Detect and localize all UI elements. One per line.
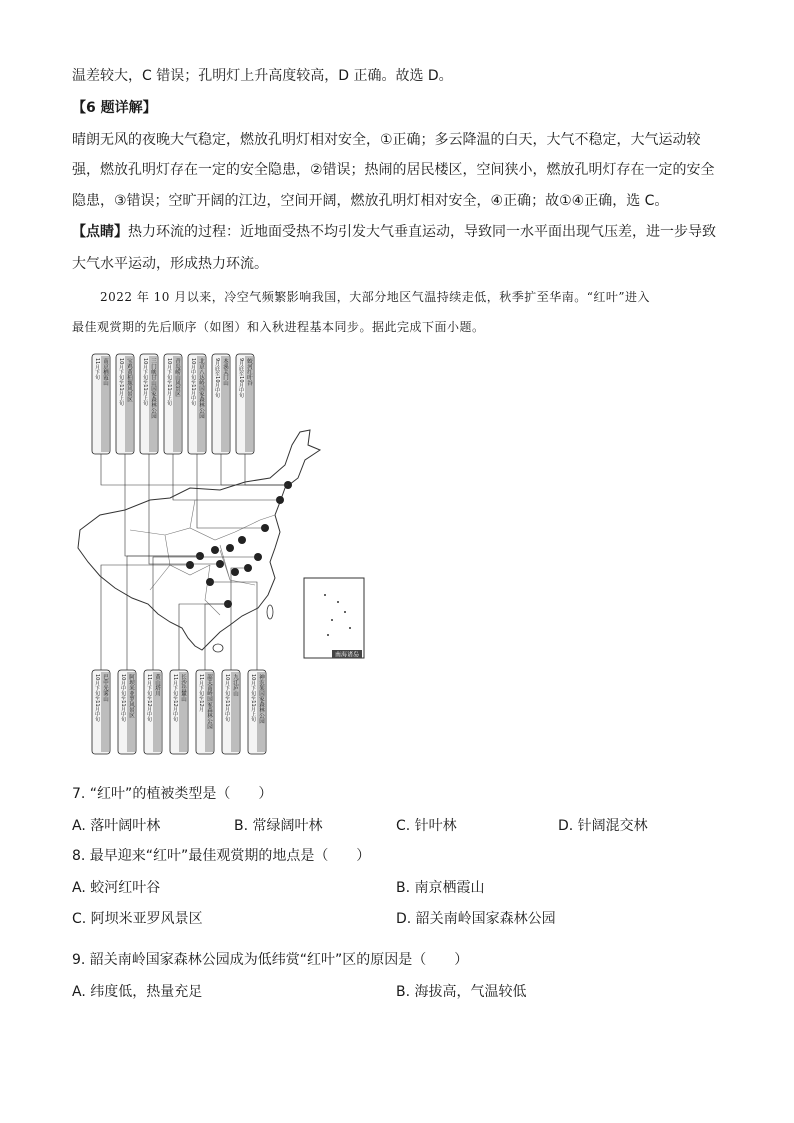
explanation-line: 强，燃放孔明灯存在一定的安全隐患，②错误；热闹的居民楼区，空间狭小，燃放孔明灯存在一定的安全 <box>72 162 715 178</box>
explanation-line: 温差较大，C 错误；孔明灯上升高度较高，D 正确。故选 D。 <box>72 68 453 84</box>
q7-option-d[interactable]: D. 针阔混交林 <box>558 818 648 834</box>
question-8-stem: 8. 最早迎来“红叶”最佳观赏期的地点是（ ） <box>72 848 371 864</box>
intro-line: 2022 年 10 月以来，冷空气频繁影响我国，大部分地区气温持续走低，秋季扩至华南。“红叶”进入 <box>100 290 651 304</box>
tag-date: 10月下旬至11月上旬 <box>250 674 256 722</box>
q7-option-b[interactable]: B. 常绿阔叶林 <box>234 818 323 834</box>
tag-place: 三门峡甘山国家森林公园 <box>150 358 156 419</box>
tag-date: 9月底至10月中旬 <box>214 358 220 398</box>
tag-date: 11月下旬至12月中旬 <box>172 674 178 722</box>
tag-date: 10月中旬至11月中旬 <box>190 358 196 406</box>
question-9-stem: 9. 韶关南岭国家森林公园成为低纬赏“红叶”区的原因是（ ） <box>72 952 469 968</box>
map-tag <box>236 354 288 485</box>
tag-place: 九江庐山 <box>232 674 238 696</box>
china-outline <box>78 430 320 650</box>
tag-place: 青岛崂山风景区 <box>174 358 180 397</box>
explanation-line: 晴朗无风的夜晚大气稳定，燃放孔明灯相对安全，①正确；多云降温的白天，大气不稳定，大气运动较 <box>72 132 701 148</box>
inset-label: 南海诸岛 <box>334 651 360 659</box>
q6-detail-header: 【6 题详解】 <box>72 100 157 116</box>
tag-date: 10月下旬至11月上旬 <box>142 358 148 406</box>
tag-place: 宝鸡黄柏塬风景区 <box>126 358 132 402</box>
intro-line: 最佳观赏期的先后顺序（如图）和入秋进程基本同步。据此完成下面小题。 <box>72 320 485 334</box>
tag-place: 北京八达岭国家森林公园 <box>198 358 204 419</box>
red-leaf-map-figure <box>70 350 370 760</box>
tag-date: 10月下旬至11月上旬 <box>166 358 172 406</box>
q8-option-c[interactable]: C. 阿坝米亚罗风景区 <box>72 911 203 927</box>
tag-date: 9月底至10月中旬 <box>238 358 244 398</box>
leaf-icon <box>231 568 239 576</box>
tag-place: 神农架国家森林公园 <box>258 674 264 724</box>
q8-option-d[interactable]: D. 韶关南岭国家森林公园 <box>396 911 556 927</box>
tag-place: 巴中光雾山 <box>102 674 108 702</box>
explanation-line: 隐患，③错误；空旷开阔的江边，空间开阔，燃放孔明灯相对安全，④正确；故①④正确，选 C。 <box>72 193 669 209</box>
question-7-stem: 7. “红叶”的植被类型是（ ） <box>72 786 273 802</box>
tag-date: 11月下旬至12月中旬 <box>146 674 152 722</box>
q8-option-b[interactable]: B. 南京栖霞山 <box>396 880 485 896</box>
tag-date: 10月下旬至11月上旬 <box>118 358 124 406</box>
tip-line <box>72 222 716 242</box>
tip-line: 大气水平运动，形成热力环流。 <box>72 256 268 272</box>
leaf-icon <box>211 546 219 554</box>
tag-date: 10月下旬至11月中旬 <box>94 674 100 722</box>
tag-place: 韶关南岭国家森林公园 <box>206 674 212 729</box>
tag-place: 黄山塔川 <box>154 674 160 696</box>
tag-place: 阿坝米亚罗风景区 <box>128 674 134 718</box>
q7-option-a[interactable]: A. 落叶阔叶林 <box>72 818 161 834</box>
tag-date: 10月中旬至11月中旬 <box>120 674 126 722</box>
tag-date: 10月下旬至11月中旬 <box>224 674 230 722</box>
q9-option-a[interactable]: A. 纬度低，热量充足 <box>72 984 203 1000</box>
hainan-island <box>213 644 223 652</box>
tip-text: 热力环流的过程：近地面受热不均引发大气垂直运动，导致同一水平面出现气压差，进一步导致 <box>128 224 716 240</box>
taiwan-island <box>267 605 273 619</box>
tip-label: 【点睛】 <box>72 224 128 240</box>
tag-date: 11月下旬至12月 <box>198 674 204 712</box>
q8-option-a[interactable]: A. 蛟河红叶谷 <box>72 880 161 896</box>
q9-option-b[interactable]: B. 海拔高，气温较低 <box>396 984 527 1000</box>
q7-option-c[interactable]: C. 针叶林 <box>396 818 457 834</box>
leaf-icon <box>238 536 246 544</box>
tag-place: 南京栖霞山 <box>102 358 108 386</box>
tag-date: 11月下旬 <box>94 358 100 380</box>
south-sea-inset <box>304 578 364 658</box>
tag-place: 本溪关门山 <box>222 358 228 386</box>
leaf-icon <box>226 544 234 552</box>
tag-place: 蛟河红叶谷 <box>246 358 252 386</box>
tag-place: 长沙岳麓山 <box>180 674 186 702</box>
